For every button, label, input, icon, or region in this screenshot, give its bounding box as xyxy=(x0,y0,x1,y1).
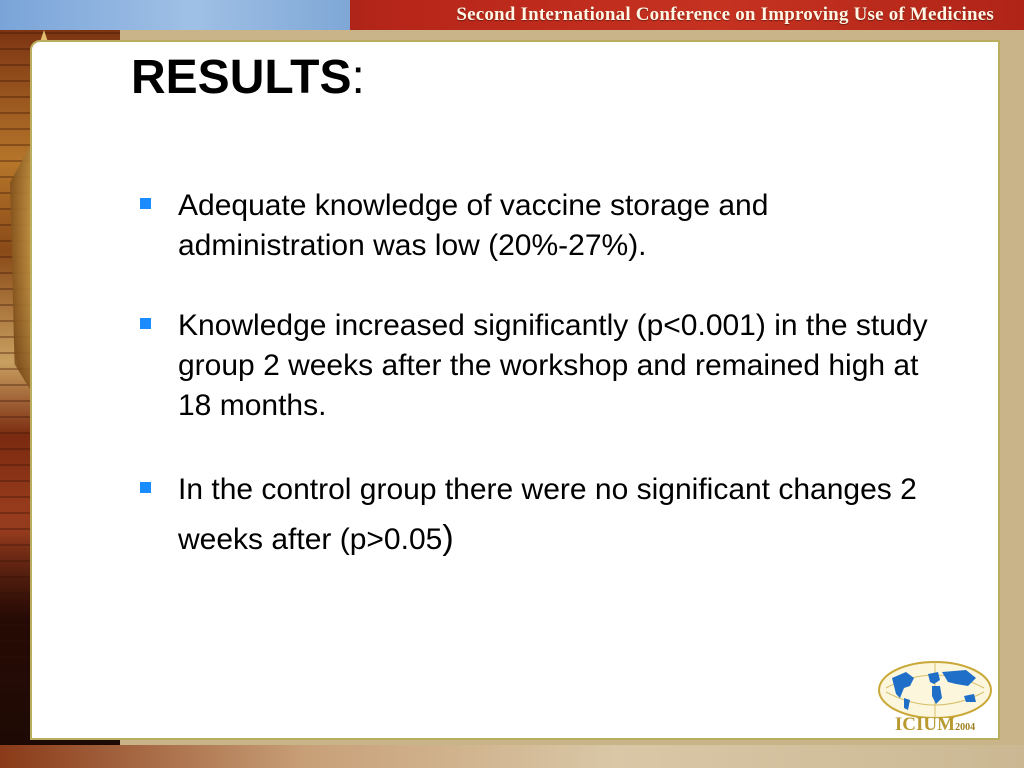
slide-title xyxy=(131,52,365,104)
icium-logo xyxy=(876,658,994,738)
bullet-item xyxy=(140,186,960,266)
logo-wordmark xyxy=(876,714,994,736)
bottom-decorative-strip xyxy=(0,745,1024,768)
bullet-text: Adequate knowledge of vaccine storage and administration was low (20%-27%). xyxy=(178,189,769,262)
square-bullet-icon xyxy=(140,198,151,209)
bullet-item xyxy=(140,306,960,426)
slide-title-colon: : xyxy=(351,51,365,104)
logo-year: 2004 xyxy=(955,722,976,733)
results-bullet-list xyxy=(140,186,960,564)
square-bullet-icon xyxy=(140,482,151,493)
world-map-globe-icon xyxy=(876,658,994,718)
bullet-item xyxy=(140,466,960,564)
bullet-closing-paren: ) xyxy=(442,519,454,557)
square-bullet-icon xyxy=(140,318,151,329)
conference-header-bar xyxy=(0,0,1024,30)
conference-title: Second International Conference on Improving Use of Medicines xyxy=(456,4,994,25)
bullet-text: In the control group there were no significant changes 2 weeks after (p>0.05 xyxy=(178,473,917,556)
header-sky-band xyxy=(0,0,350,30)
bullet-text: Knowledge increased significantly (p<0.001) in the study group 2 weeks after the workshop and remained high at 18 months. xyxy=(178,309,928,422)
slide-title-text: RESULTS xyxy=(131,51,352,104)
logo-name: ICIUM xyxy=(894,714,956,735)
